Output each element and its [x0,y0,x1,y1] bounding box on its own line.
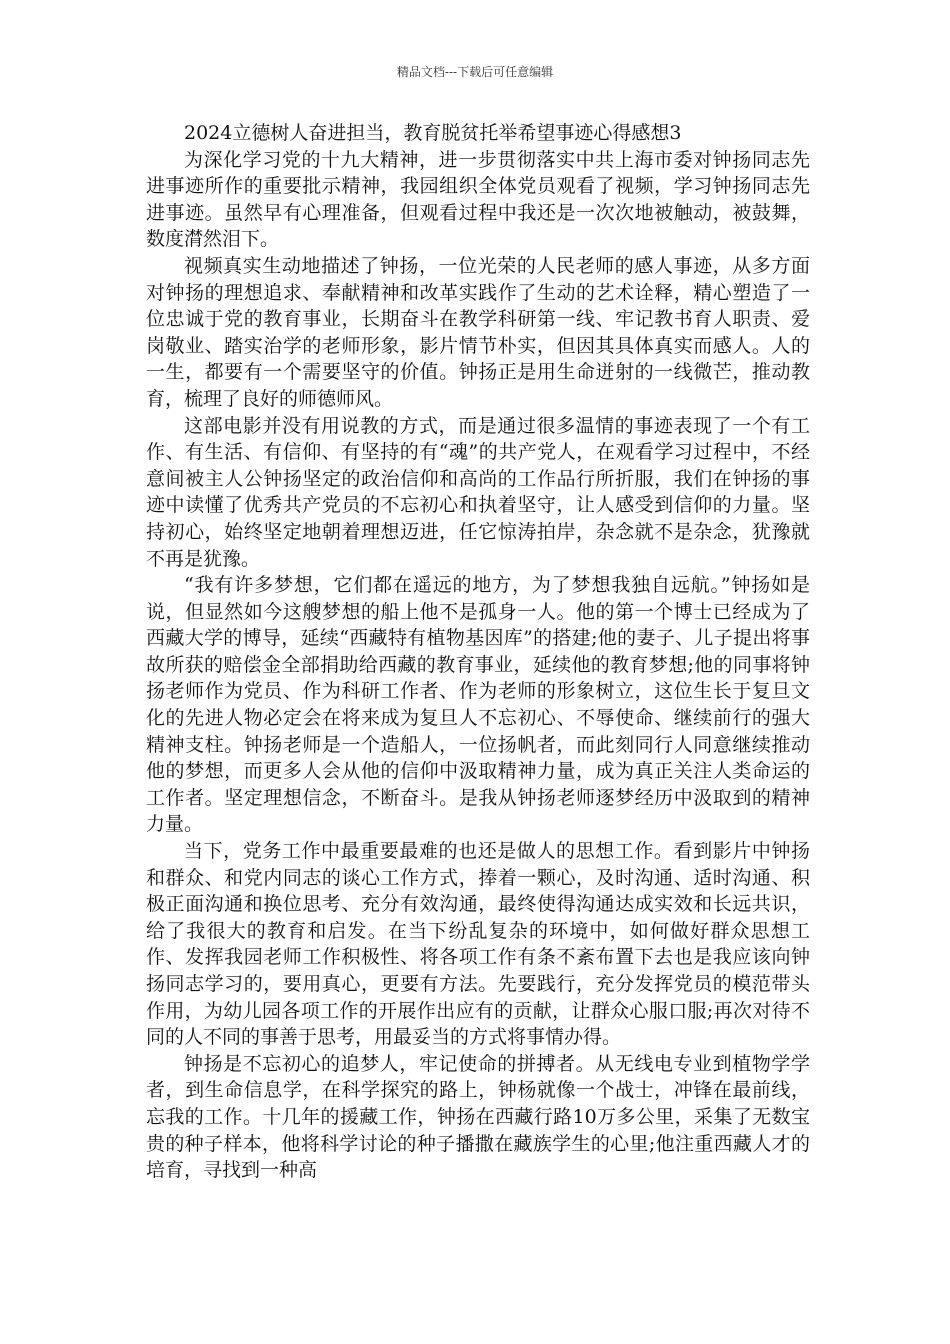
paragraph-2: 视频真实生动地描述了钟扬，一位光荣的人民老师的感人事迹，从多方面对钟扬的理想追求、奉献精神和改革实践作了生动的艺术诠释，精心塑造了一位忠诚于党的教育事业，长期奋斗在教学科研第一线、牢记教书育人职责、爱岗敬业、踏实治学的老师形象，影片情节朴实，但因其具体真实而感人。人的一生，都要有一个需要坚守的价值。钟扬正是用生命迸射的一线微芒，推动教育，梳理了良好的师德师风。 [146,254,810,410]
paragraph-4: “我有许多梦想，它们都在遥远的地方，为了梦想我独自远航。”钟扬如是说，但显然如今这艘梦想的船上他不是孤身一人。他的第一个博士已经成为了西藏大学的博导，延续“西藏特有植物基因库”的搭建;他的妻子、儿子提出将事故所获的赔偿金全部捐助给西藏的教育事业，延续他的教育梦想;他的同事将钟扬老师作为党员、作为科研工作者、作为老师的形象树立，这位生长于复旦文化的先进人物必定会在将来成为复旦人不忘初心、不辱使命、继续前行的强大精神支柱。钟扬老师是一个造船人，一位扬帆者，而此刻同行人同意继续推动他的梦想，而更多人会从他的信仰中汲取精神力量，成为真正关注人类命运的工作者。坚定理想信念，不断奋斗。是我从钟扬老师逐梦经历中汲取到的精神力量。 [146,574,810,836]
paragraph-6: 钟扬是不忘初心的追梦人，牢记使命的拼搏者。从无线电专业到植物学学者，到生命信息学，在科学探究的路上，钟杨就像一个战士，冲锋在最前线，忘我的工作。十几年的援藏工作，钟扬在西藏行路10万多公里，采集了无数宝贵的种子样本，他将科学讨论的种子播撒在藏族学生的心里;他注重西藏人才的培育，寻找到一种高 [146,1052,810,1182]
document-body [146,120,810,1184]
paragraph-3: 这部电影并没有用说教的方式，而是通过很多温情的事迹表现了一个有工作、有生活、有信仰、有坚持的有“魂”的共产党人，在观看学习过程中，不经意间被主人公钟扬坚定的政治信仰和高尚的工作品行所折服，我们在钟扬的事迹中读懂了优秀共产党员的不忘初心和执着坚守，让人感受到信仰的力量。坚持初心，始终坚定地朝着理想迈进，任它惊涛拍岸，杂念就不是杂念，犹豫就不再是犹豫。 [146,414,810,570]
document-title: 2024立德树人奋进担当，教育脱贫托举希望事迹心得感想3 [184,122,682,144]
paragraph-5: 当下，党务工作中最重要最难的也还是做人的思想工作。看到影片中钟扬和群众、和党内同志的谈心工作方式，捧着一颗心，及时沟通、适时沟通、积极正面沟通和换位思考、充分有效沟通，最终使得沟通达成实效和长远共识，给了我很大的教育和启发。在当下纷乱复杂的环境中，如何做好群众思想工作、发挥我园老师工作积极性、将各项工作有条不紊布置下去也是我应该向钟扬同志学习的，要用真心，更要有方法。先要践行，充分发挥党员的模范带头作用，为幼儿园各项工作的开展作出应有的贡献，让群众心服口服;再次对待不同的人不同的事善于思考，用最妥当的方式将事情办得。 [146,840,810,1049]
page-header-note: 精品文档---下载后可任意编辑 [396,65,554,79]
paragraph-1: 为深化学习党的十九大精神，进一步贯彻落实中共上海市委对钟扬同志先进事迹所作的重要批示精神，我园组织全体党员观看了视频，学习钟扬同志先进事迹。虽然早有心理准备，但观看过程中我还是一次次地被触动，被鼓舞，数度潸然泪下。 [146,148,810,251]
